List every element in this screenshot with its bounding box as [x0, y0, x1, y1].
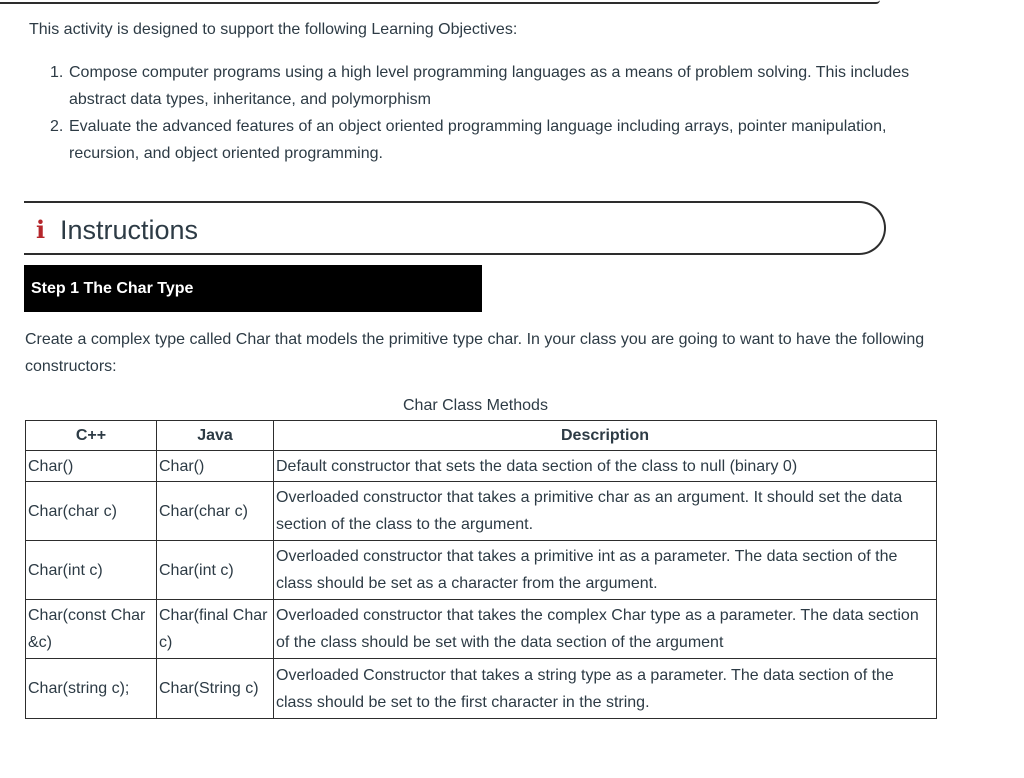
cell-description: Overloaded constructor that takes the complex Char type as a parameter. The data section of the class should be set with the data section of the argument	[274, 600, 937, 659]
cell-description: Overloaded constructor that takes a primitive int as a parameter. The data section of the class should be set as a character from the argument.	[274, 541, 937, 600]
table-row	[26, 482, 937, 541]
cell-cpp: Char(const Char &c)	[26, 600, 157, 659]
cell-java: Char(char c)	[157, 482, 274, 541]
info-icon: i	[36, 215, 46, 244]
step-description: Create a complex type called Char that models the primitive type char. In your class you are going to want to have the following constructors:	[25, 331, 925, 375]
objective-number: 1.	[50, 64, 64, 81]
objective-item	[50, 113, 930, 167]
cell-cpp: Char(int c)	[26, 541, 157, 600]
objective-number: 2.	[50, 118, 64, 135]
cell-java: Char()	[157, 451, 274, 482]
cell-java: Char(String c)	[157, 659, 274, 719]
objective-item	[50, 59, 930, 113]
cell-cpp: Char(char c)	[26, 482, 157, 541]
table-row	[26, 541, 937, 600]
objective-text: Evaluate the advanced features of an object oriented programming language including arrays, pointer manipulation, recursion, and object oriented programming.	[69, 118, 887, 162]
cell-cpp: Char()	[26, 451, 157, 482]
char-methods-table	[25, 420, 937, 719]
objective-text: Compose computer programs using a high level programming languages as a means of problem solving. This includes abstract data types, inheritance, and polymorphism	[69, 64, 910, 108]
table-caption: Char Class Methods	[403, 397, 548, 414]
intro-text: This activity is designed to support the following Learning Objectives:	[29, 21, 518, 38]
header-description: Description	[274, 421, 937, 451]
cell-description: Overloaded Constructor that takes a string type as a parameter. The data section of the class should be set to the first character in the string.	[274, 659, 937, 719]
learning-objectives-list	[50, 59, 930, 167]
table-header-row	[26, 421, 937, 451]
table-row	[26, 451, 937, 482]
cell-description: Overloaded constructor that takes a primitive char as an argument. It should set the data section of the class to the argument.	[274, 482, 937, 541]
table-row	[26, 600, 937, 659]
header-cpp: C++	[26, 421, 157, 451]
instructions-title: Instructions	[60, 215, 199, 245]
step-banner: Step 1 The Char Type	[24, 265, 482, 312]
cell-description: Default constructor that sets the data section of the class to null (binary 0)	[274, 451, 937, 482]
cell-java: Char(int c)	[157, 541, 274, 600]
table-row	[26, 659, 937, 719]
cell-java: Char(final Char c)	[157, 600, 274, 659]
header-java: Java	[157, 421, 274, 451]
cell-cpp: Char(string c);	[26, 659, 157, 719]
top-divider	[0, 0, 880, 4]
